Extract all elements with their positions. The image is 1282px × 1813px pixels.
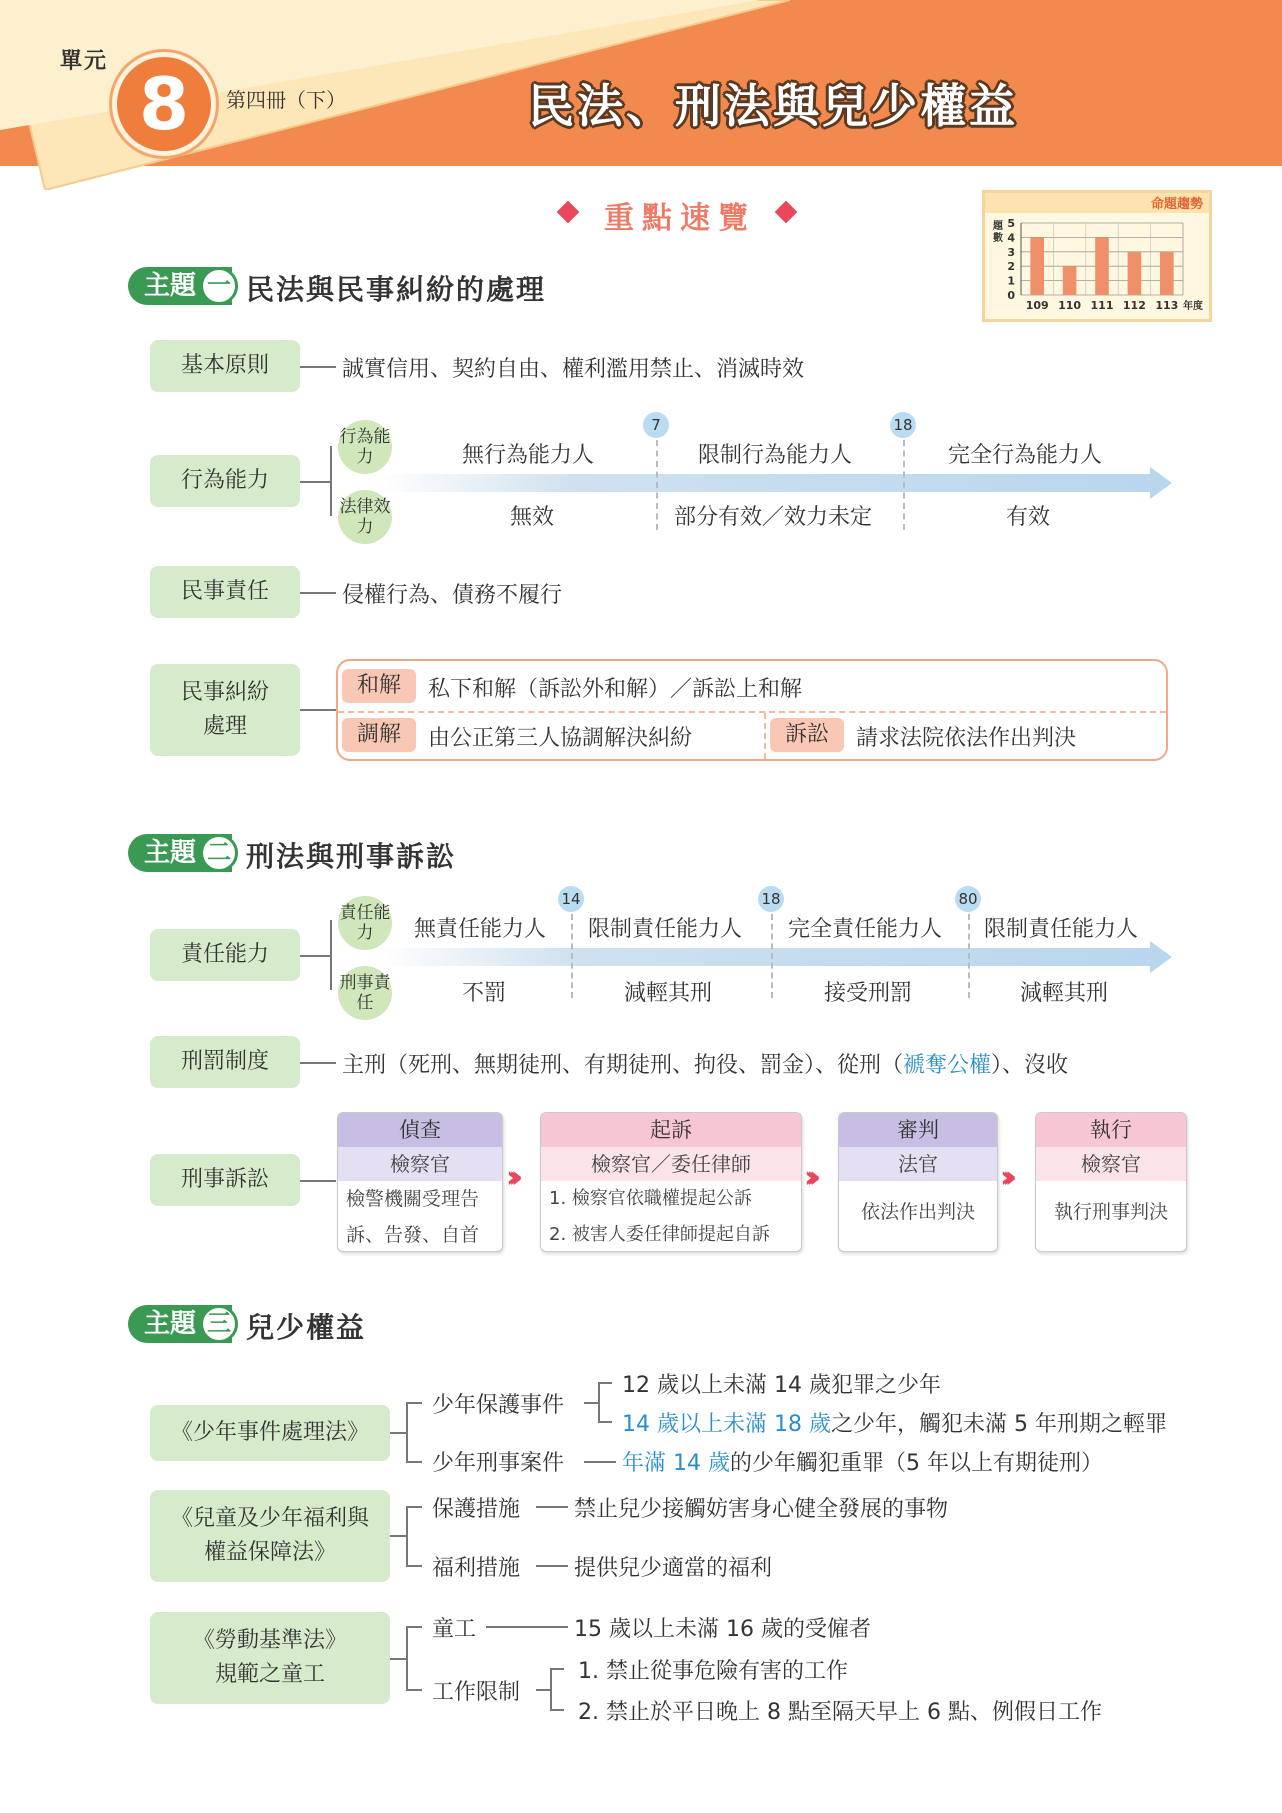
connector [406, 1626, 408, 1690]
trend-ylabel: 數 [993, 233, 1003, 244]
divider [571, 914, 573, 998]
chevron-right-icon: ››› [1000, 1160, 1008, 1195]
trend-title: 命題趨勢 [1150, 197, 1203, 212]
law1-b1-line1: 12 歲以上未滿 14 歲犯罪之少年 [622, 1373, 941, 1398]
connector [486, 1626, 568, 1628]
resp-label: 責任能力 [150, 929, 300, 981]
topic2-number: 二 [200, 834, 238, 872]
trend-bar [1128, 252, 1142, 295]
resp-level: 完全責任能力人 [788, 917, 943, 942]
divider [338, 711, 1166, 713]
card-sub: 檢察官／委任律師 [541, 1147, 801, 1181]
penalty-label: 刑罰制度 [150, 1036, 300, 1088]
divider [764, 713, 766, 759]
law1-branch-criminal: 少年刑事案件 [432, 1451, 565, 1476]
card-body: 1. 檢察官依職權提起公訴 2. 被害人委任律師提起自訴 [549, 1188, 770, 1245]
age-marker: 7 [643, 412, 669, 438]
connector [536, 1506, 568, 1508]
lawsuit-tag: 訴訟 [770, 718, 844, 752]
age-marker: 80 [955, 886, 981, 912]
card-head: 審判 [839, 1113, 997, 1147]
connector [550, 1709, 564, 1711]
lawsuit-text: 請求法院依法作出判決 [856, 726, 1077, 751]
connector [406, 1402, 408, 1462]
trend-ytick: 3 [1007, 245, 1015, 259]
trend-ytick: 5 [1007, 217, 1015, 230]
connector [550, 1668, 564, 1670]
age-marker: 18 [758, 886, 784, 912]
effect-bubble: 法律效力 [338, 490, 392, 544]
unit-label: 單元 [60, 49, 109, 74]
trend-ytick: 0 [1007, 289, 1015, 302]
connector [584, 1402, 598, 1404]
capacity-effect: 有效 [1006, 505, 1051, 530]
trend-chart [982, 190, 1212, 322]
trend-xtick: 109 [1025, 299, 1049, 312]
connector [300, 709, 336, 711]
divider [771, 914, 773, 998]
diamond-right-icon [775, 201, 798, 224]
divider [656, 440, 658, 530]
trend-bar [1063, 266, 1077, 295]
connector [584, 1461, 616, 1463]
unit-number: 8 [138, 62, 190, 146]
topic1-tag: 主題 [128, 267, 232, 305]
capacity-level: 完全行為能力人 [948, 443, 1103, 468]
book-volume: 第四冊（下） [226, 88, 346, 112]
topic3-number: 三 [200, 1305, 238, 1343]
resp-bubble: 責任能力 [338, 896, 392, 950]
resp-level: 無責任能力人 [414, 917, 547, 942]
connector [598, 1382, 600, 1422]
law3-branch-child-labor: 童工 [432, 1617, 477, 1642]
mediate-tag: 調解 [342, 718, 416, 752]
connector [598, 1382, 612, 1384]
card-head: 執行 [1036, 1113, 1186, 1147]
topic2-tag: 主題 [128, 834, 232, 872]
mediate-text: 由公正第三人協調解決糾紛 [428, 726, 693, 751]
card-head: 偵查 [338, 1113, 502, 1147]
law3-label: 《勞動基準法》 規範之童工 [150, 1612, 390, 1704]
law2-b2-text: 提供兒少適當的福利 [574, 1556, 773, 1581]
connector [536, 1689, 550, 1691]
divider [968, 914, 970, 998]
topic3-title: 兒少權益 [246, 1311, 367, 1344]
arrow-head-icon [1150, 941, 1172, 973]
card-sub: 法官 [839, 1147, 997, 1181]
capacity-label: 行為能力 [150, 455, 300, 507]
law2-branch-protection: 保護措施 [432, 1497, 521, 1522]
capacity-effect: 無效 [510, 505, 555, 530]
trend-bar [1095, 237, 1109, 295]
liability-label: 民事責任 [150, 566, 300, 618]
chevron-right-icon: ››› [804, 1160, 812, 1195]
capacity-bubble: 行為能力 [338, 420, 392, 474]
card-head: 起訴 [541, 1113, 801, 1147]
law2-label: 《兒童及少年福利與 權益保障法》 [150, 1490, 390, 1582]
trend-bar [1030, 237, 1044, 295]
card-body: 執行刑事判決 [1053, 1201, 1168, 1223]
topic3-tag: 主題 [128, 1305, 232, 1343]
settle-tag: 和解 [342, 669, 416, 703]
connector [300, 1062, 336, 1064]
card-body: 依法作出判決 [860, 1201, 975, 1223]
connector [330, 446, 332, 516]
connector [406, 1506, 422, 1508]
trend-xtick: 111 [1090, 299, 1114, 312]
law1-branch-protection: 少年保護事件 [432, 1393, 565, 1418]
trend-bar [1160, 252, 1174, 295]
arrow-head-icon [1150, 467, 1172, 499]
trend-ytick: 1 [1007, 274, 1015, 288]
law3-branch-restriction: 工作限制 [432, 1680, 521, 1705]
topic2-title: 刑法與刑事訴訟 [246, 840, 457, 873]
connector [390, 1535, 406, 1537]
law1-b2-text: 年滿 14 歲的少年觸犯重罪（5 年以上有期徒刑） [622, 1451, 1103, 1476]
trend-xtick: 112 [1122, 299, 1146, 312]
resp-effect: 減輕其刑 [1020, 981, 1109, 1006]
connector [300, 366, 336, 368]
page-title: 民法、刑法與兒少權益 [528, 79, 1018, 133]
connector [406, 1461, 422, 1463]
principle-text: 誠實信用、契約自由、權利濫用禁止、消滅時效 [342, 357, 805, 382]
resp-effect: 不罰 [462, 981, 507, 1006]
settle-text: 私下和解（訴訟外和解）／訴訟上和解 [428, 677, 803, 702]
law1-b1-line2: 14 歲以上未滿 18 歲之少年，觸犯未滿 5 年刑期之輕罪 [622, 1412, 1167, 1437]
connector [330, 920, 332, 990]
principle-label: 基本原則 [150, 340, 300, 392]
card-sub: 檢察官 [1036, 1147, 1186, 1181]
resp-level: 限制責任能力人 [588, 917, 743, 942]
penalty-bubble: 刑事責任 [338, 966, 392, 1020]
trend-xtick: 113 [1155, 299, 1179, 312]
resp-level: 限制責任能力人 [984, 917, 1139, 942]
resp-effect: 接受刑罰 [824, 981, 913, 1006]
connector [406, 1689, 422, 1691]
connector [300, 481, 330, 483]
connector [406, 1626, 422, 1628]
dispute-label: 民事糾紛處理 [150, 664, 300, 756]
resp-effect: 減輕其刑 [624, 981, 713, 1006]
law3-b1-text: 15 歲以上未滿 16 歲的受僱者 [574, 1617, 871, 1642]
age-marker: 14 [558, 886, 584, 912]
capacity-effect: 部分有效／效力未定 [674, 505, 873, 530]
trend-ytick: 4 [1007, 231, 1015, 245]
trend-ylabel: 題 [993, 221, 1003, 232]
age-arrow [380, 948, 1160, 966]
law1-label: 《少年事件處理法》 [150, 1405, 390, 1461]
topic1-title: 民法與民事糾紛的處理 [246, 273, 547, 306]
capacity-level: 限制行為能力人 [698, 443, 853, 468]
connector [406, 1506, 408, 1566]
chevron-right-icon: ››› [506, 1160, 514, 1195]
age-arrow [380, 474, 1160, 492]
connector [390, 1432, 406, 1434]
penalty-text: 主刑（死刑、無期徒刑、有期徒刑、拘役、罰金）、從刑（褫奪公權）、沒收 [342, 1053, 1069, 1078]
overview-heading: 重點速覽 [604, 201, 756, 236]
diamond-left-icon [557, 201, 580, 224]
card-sub: 檢察官 [338, 1147, 502, 1181]
connector [300, 592, 336, 594]
topic1-number: 一 [200, 267, 238, 305]
connector [598, 1421, 612, 1423]
trend-ytick: 2 [1007, 260, 1015, 274]
procedure-label: 刑事訴訟 [150, 1154, 300, 1206]
procedure-card-investigation [337, 1112, 503, 1252]
trend-xlabel: 年度 [1183, 301, 1203, 312]
connector [300, 1180, 336, 1182]
capacity-level: 無行為能力人 [462, 443, 595, 468]
law3-b2-line2: 2. 禁止於平日晚上 8 點至隔天早上 6 點、例假日工作 [578, 1700, 1102, 1725]
card-body: 檢警機關受理告 訴、告發、自首 [346, 1188, 480, 1246]
connector [300, 955, 330, 957]
connector [406, 1565, 422, 1567]
connector [550, 1668, 552, 1710]
penalty-highlight: 褫奪公權 [903, 1053, 992, 1078]
procedure-card-indictment [540, 1112, 802, 1252]
divider [903, 440, 905, 530]
connector [536, 1565, 568, 1567]
law2-b1-text: 禁止兒少接觸妨害身心健全發展的事物 [574, 1497, 949, 1522]
procedure-card-trial [838, 1112, 998, 1252]
liability-text: 侵權行為、債務不履行 [342, 583, 563, 608]
connector [406, 1402, 422, 1404]
connector [390, 1658, 406, 1660]
age-marker: 18 [890, 412, 916, 438]
law3-b2-line1: 1. 禁止從事危險有害的工作 [578, 1659, 848, 1684]
procedure-card-execution [1035, 1112, 1187, 1252]
trend-xtick: 110 [1058, 299, 1082, 312]
law2-branch-welfare: 福利措施 [432, 1556, 521, 1581]
trend-chart-svg [985, 193, 1209, 319]
